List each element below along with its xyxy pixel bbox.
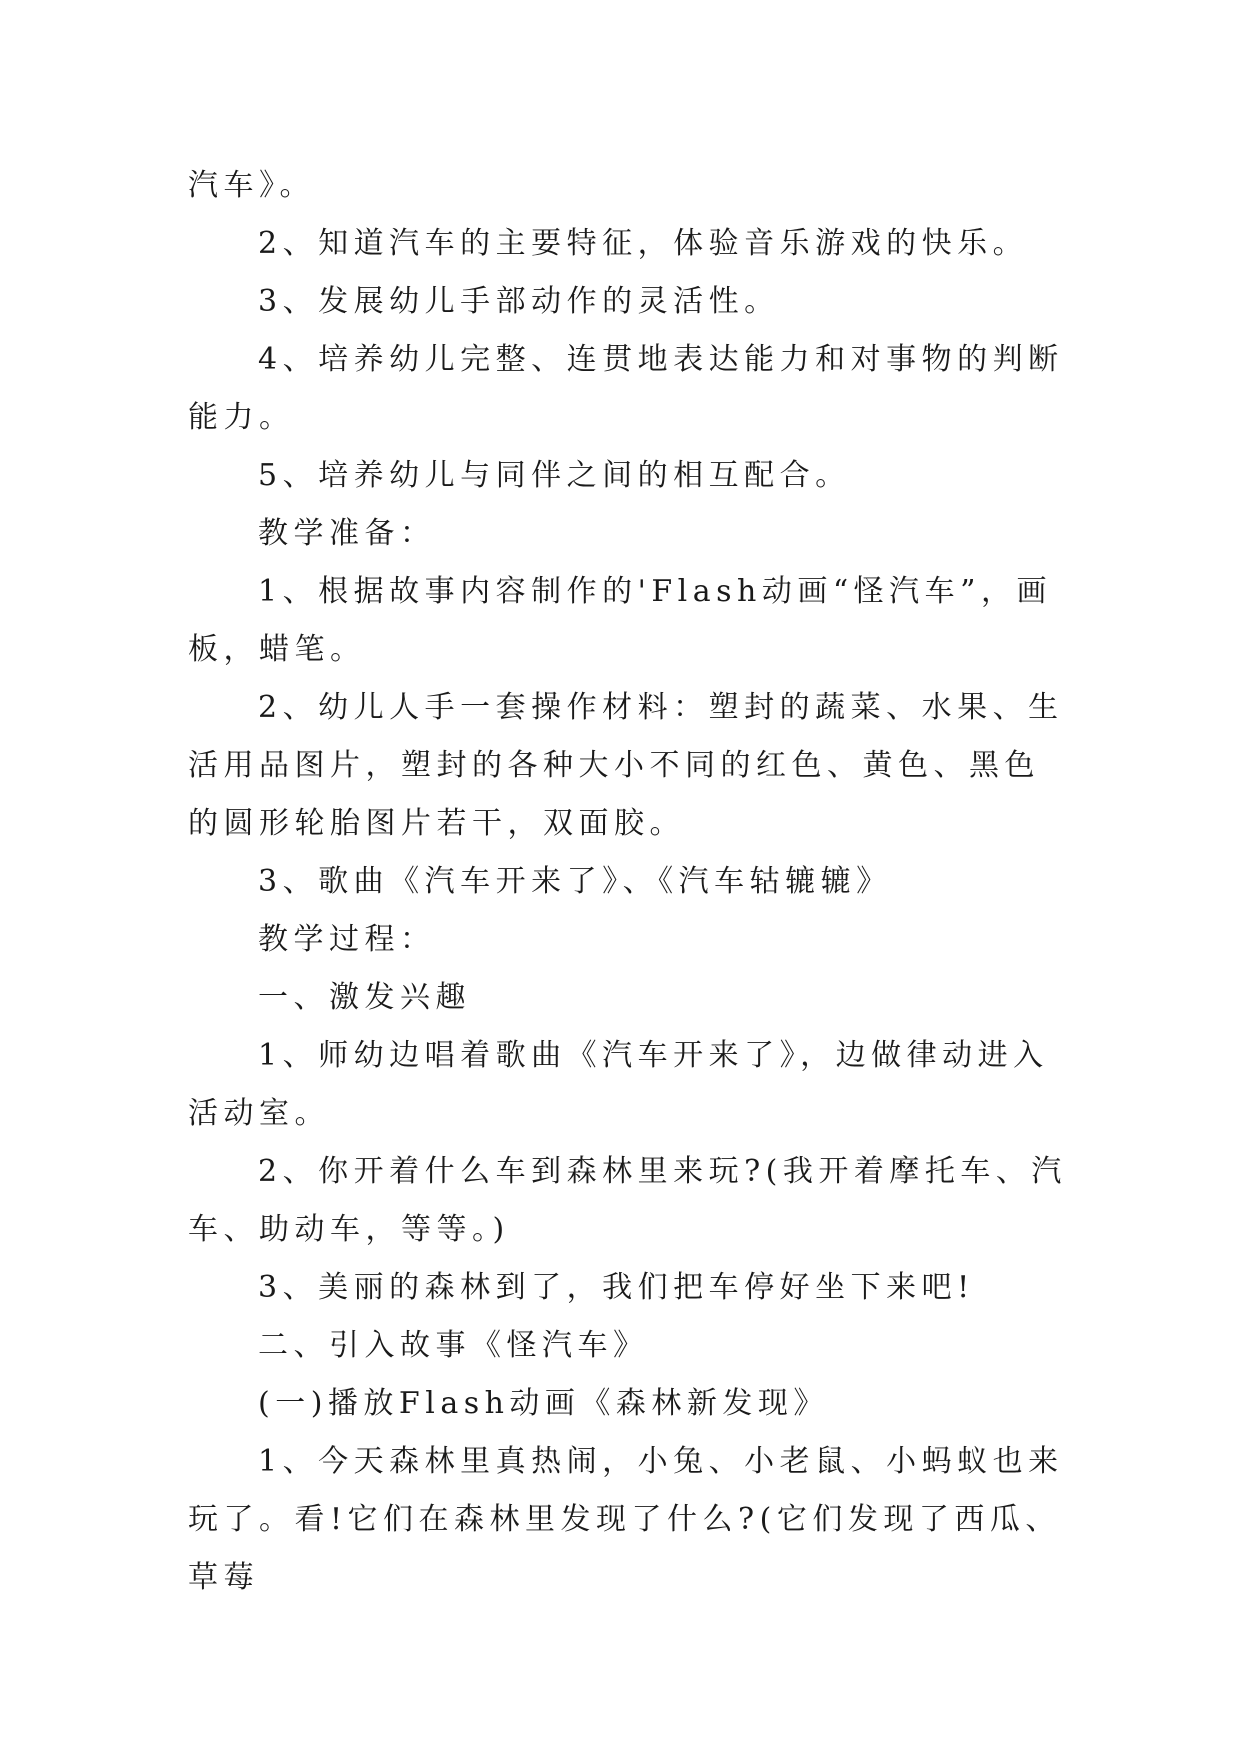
paragraph-7: 1、根据故事内容制作的'Flash动画“怪汽车”，画板，蜡笔。: [188, 574, 1053, 667]
document-page: [188, 157, 1068, 1607]
subheading-interest: 一、激发兴趣: [258, 980, 471, 1015]
paragraph-13: 2、你开着什么车到森林里来玩?(我开着摩托车、汽车、助动车，等等。): [188, 1154, 1067, 1247]
paragraph-5: 5、培养幼儿与同伴之间的相互配合。: [258, 458, 851, 493]
paragraph-14: 3、美丽的森林到了，我们把车停好坐下来吧!: [258, 1270, 975, 1305]
section-heading-process: 教学过程：: [258, 922, 436, 957]
subheading-story: 二、引入故事《怪汽车》: [258, 1328, 649, 1363]
section-heading-preparation: 教学准备：: [258, 516, 436, 551]
paragraph-1: 汽车》。: [188, 168, 315, 203]
paragraph-9: 3、歌曲《汽车开来了》、《汽车轱辘辘》: [258, 864, 892, 899]
paragraph-2: 2、知道汽车的主要特征，体验音乐游戏的快乐。: [258, 226, 1029, 261]
paragraph-4: 4、培养幼儿完整、连贯地表达能力和对事物的判断能力。: [188, 342, 1064, 435]
paragraph-17: 1、今天森林里真热闹，小兔、小老鼠、小蚂蚁也来玩了。看!它们在森林里发现了什么?(它们发现了西瓜、草莓: [188, 1444, 1064, 1595]
paragraph-12: 1、师幼边唱着歌曲《汽车开来了》，边做律动进入活动室。: [188, 1038, 1049, 1131]
paragraph-8: 2、幼儿人手一套操作材料：塑封的蔬菜、水果、生活用品图片，塑封的各种大小不同的红色、黄色、黑色的圆形轮胎图片若干，双面胶。: [188, 690, 1064, 841]
subheading-flash: (一)播放Flash动画《森林新发现》: [258, 1386, 829, 1421]
paragraph-3: 3、发展幼儿手部动作的灵活性。: [258, 284, 780, 319]
